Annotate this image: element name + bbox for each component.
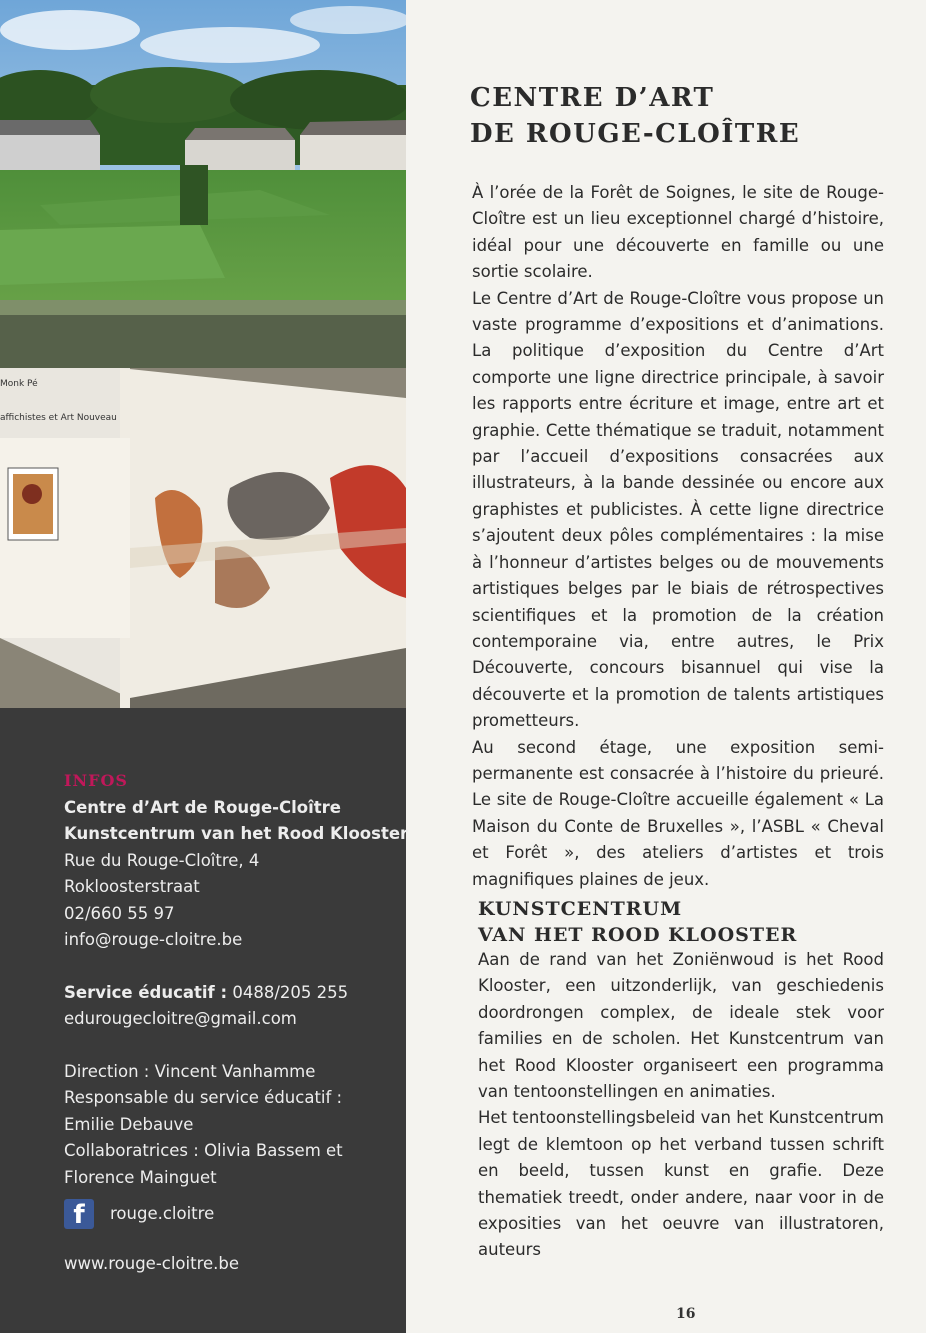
edu-service-line bbox=[64, 980, 394, 1007]
nl-paragraph-1: Aan de rand van het Zoniënwoud is het Rood Klooster, een uitzonderlijk, van geschiedenis doordrongen complex, de ideale stek voor families en de scholen. Het Kunstcentrum van het Rood Klooster organiseert een programma van tentoonstellingen en animaties. bbox=[478, 950, 884, 1102]
dutch-text bbox=[478, 947, 884, 1264]
phone-number: 02/660 55 97 bbox=[64, 903, 175, 923]
direction: Direction : Vincent Vanhamme bbox=[64, 1061, 316, 1081]
exhibition-sign-line2: affichistes et Art Nouveau bbox=[0, 413, 117, 423]
title-line2: DE ROUGE-CLOÎTRE bbox=[470, 119, 801, 149]
edu-service-phone: 0488/205 255 bbox=[232, 982, 349, 1002]
collaborators-line1: Collaboratrices : Olivia Bassem et bbox=[64, 1141, 343, 1160]
address-nl: Rokloosterstraat bbox=[64, 877, 200, 896]
article-title bbox=[470, 80, 800, 152]
address-fr: Rue du Rouge-Cloître, 4 bbox=[64, 850, 260, 870]
centre-name-nl: Kunstcentrum van het Rood Klooster bbox=[64, 824, 409, 843]
edu-service-label: Service éducatif : bbox=[64, 982, 228, 1002]
edu-email-link[interactable]: edurougecloitre@gmail.com bbox=[64, 1009, 297, 1028]
edu-manager-label: Responsable du service éducatif : bbox=[64, 1088, 343, 1107]
infos-heading: INFOS bbox=[64, 771, 128, 790]
abbey-garden-illustration bbox=[0, 0, 406, 368]
exhibition-sign-line1: Monk Pé bbox=[0, 379, 38, 389]
website-link[interactable]: www.rouge-cloitre.be bbox=[64, 1254, 240, 1273]
mural-illustration bbox=[0, 368, 406, 708]
info-sidebar bbox=[0, 0, 409, 1333]
collaborators-line2: Florence Mainguet bbox=[64, 1167, 217, 1187]
centre-name-fr: Centre d’Art de Rouge-Cloître bbox=[64, 797, 341, 817]
facebook-row[interactable] bbox=[64, 1199, 394, 1229]
abbey-photo bbox=[0, 0, 406, 368]
fr-paragraph-3: Au second étage, une exposition semi-permanente est consacrée à l’histoire du prieuré. Le site de Rouge-Cloître accueille également « La Maison du Conte de Bruxelles », l’ASBL « Cheval et Forêt », des ateliers d’artistes et trois magnifiques plaines de jeux. bbox=[472, 737, 884, 889]
spacer bbox=[64, 1033, 394, 1059]
title-line1: CENTRE D’ART bbox=[470, 83, 715, 113]
french-text bbox=[472, 180, 884, 893]
nl-title-line1: KUNSTCENTRUM bbox=[478, 898, 683, 920]
nl-title-line2: VAN HET ROOD KLOOSTER bbox=[478, 924, 798, 946]
spacer bbox=[64, 954, 394, 980]
page-number: 16 bbox=[676, 1306, 696, 1322]
dutch-subtitle bbox=[478, 896, 797, 948]
exhibition-photo bbox=[0, 368, 406, 708]
email-link[interactable]: info@rouge-cloitre.be bbox=[64, 930, 243, 949]
nl-paragraph-2: Het tentoonstellingsbeleid van het Kunstcentrum legt de klemtoon op het verband tussen schrift en beeld, tussen kunst en grafie. Deze thematiek treedt, onder andere, naar voor in de exposities van het oeuvre van illustratoren, auteurs bbox=[478, 1108, 884, 1260]
infos-block bbox=[64, 768, 409, 1278]
facebook-icon: f bbox=[64, 1199, 94, 1229]
fr-paragraph-1: À l’orée de la Forêt de Soignes, le site de Rouge-Cloître est un lieu exceptionnel chargé d’histoire, idéal pour une découverte en famille ou une sortie scolaire. bbox=[472, 183, 884, 282]
edu-manager-name: Emilie Debauve bbox=[64, 1114, 194, 1134]
facebook-handle[interactable]: rouge.cloitre bbox=[110, 1203, 215, 1223]
fr-paragraph-2: Le Centre d’Art de Rouge-Cloître vous propose un vaste programme d’expositions et d’animations. La politique d’exposition du Centre d’Art comporte une ligne directrice principale, à savoir les rapports entre écriture et image, entre art et graphie. Cette thématique se traduit, notamment par l’accueil d’expositions consacrées aux illustrateurs, à la bande dessinée ou encore aux graphistes et publicistes. À cette ligne directrice s’ajoutent deux pôles complémentaires : la mise à l’honneur d’artistes belges ou de mouvements artistiques belges par le biais de rétrospectives scientifiques et la promotion de la création contemporaine via, entre autres, le Prix Découverte, concours bisannuel qui vise la découverte et la promotion de talents artistiques prometteurs. bbox=[472, 288, 884, 731]
